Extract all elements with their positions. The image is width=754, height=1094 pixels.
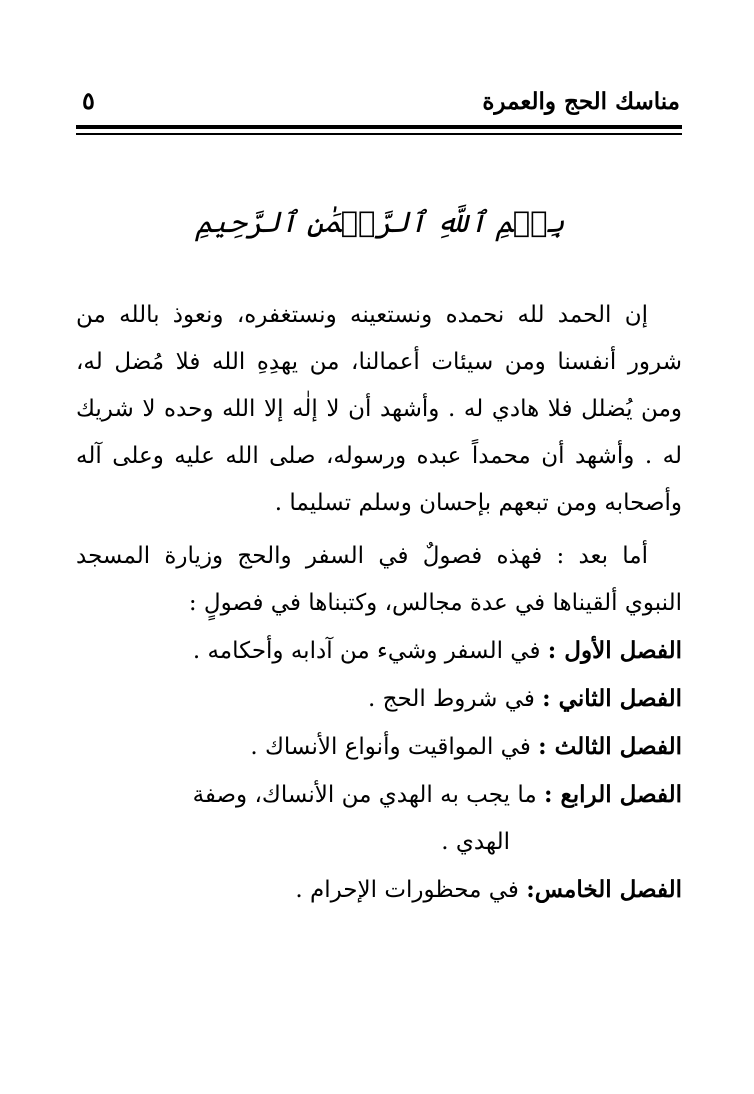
body-text xyxy=(76,292,682,914)
preface-lead: أما بعد : xyxy=(556,543,648,569)
page-number: ٥ xyxy=(82,86,95,115)
chapter-item-1 xyxy=(76,627,682,675)
chapter-item-4 xyxy=(76,771,682,866)
chapter-item-2 xyxy=(76,675,682,723)
intro-paragraph: إن الحمد لله نحمده ونستعينه ونستغفره، ونعوذ بالله من شرور أنفسنا ومن سيئات أعمالنا، من يهدِهِ الله فلا مُضل له، ومن يُضلل فلا هادي له . وأشهد أن لا إلٰه إلا الله وحده لا شريك له . وأشهد أن محمداً عبده ورسوله، صلى الله عليه وعلى آله وأصحابه ومن تبعهم بإحسان وسلم تسليما . xyxy=(76,302,682,516)
chapter-list xyxy=(76,627,682,914)
chapter-text-continuation: الهدي . xyxy=(441,829,510,855)
chapter-label: الفصل الرابع : xyxy=(543,781,682,808)
chapter-text: في المواقيت وأنواع الأنساك . xyxy=(250,734,531,760)
preface-paragraph xyxy=(76,533,682,627)
chapter-label: الفصل الثالث : xyxy=(538,733,682,760)
chapter-item-3 xyxy=(76,723,682,771)
chapter-text: في محظورات الإحرام . xyxy=(295,877,519,903)
chapter-label: الفصل الخامس: xyxy=(526,876,682,903)
basmala-heading: بِسۡمِ ٱللَّهِ ٱلرَّحۡمَٰنِ ٱلرَّحِيمِ xyxy=(195,205,565,239)
chapter-label: الفصل الأول : xyxy=(547,637,682,664)
chapter-item-5 xyxy=(76,866,682,914)
preface-text: فهذه فصولٌ في السفر والحج وزيارة المسجد النبوي ألقيناها في عدة مجالس، وكتبناها في فصولٍ : xyxy=(76,543,682,616)
chapter-text: ما يجب به الهدي من الأنساك، وصفة xyxy=(192,782,537,808)
chapter-text: في السفر وشيء من آدابه وأحكامه . xyxy=(192,638,541,664)
chapter-text: في شروط الحج . xyxy=(368,686,535,712)
header-rule-thin xyxy=(76,133,682,135)
page-header xyxy=(78,84,680,124)
header-rule-thick xyxy=(76,125,682,129)
running-title: مناسك الحج والعمرة xyxy=(482,88,680,115)
chapter-label: الفصل الثاني : xyxy=(542,685,682,712)
